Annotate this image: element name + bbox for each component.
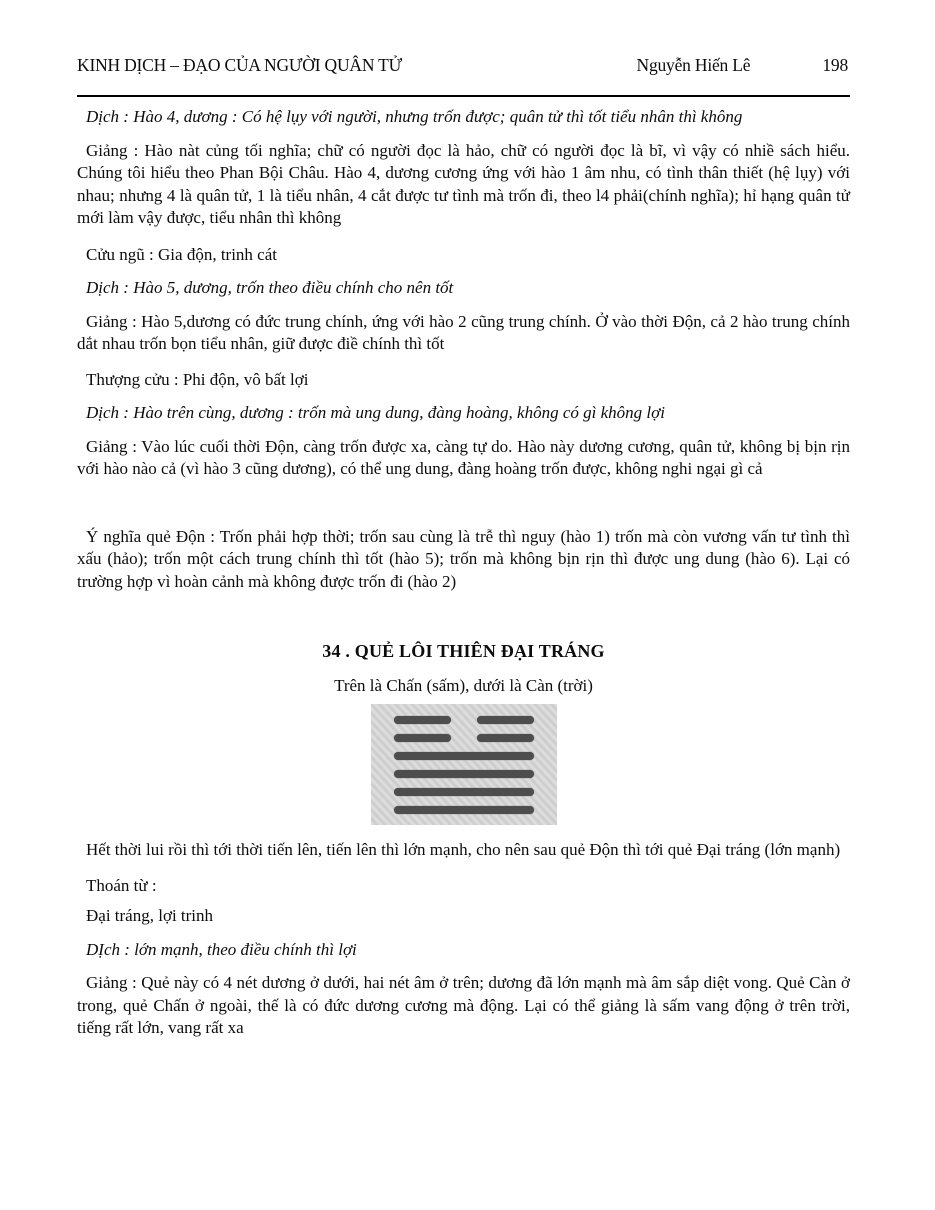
hexagram-line-segment (394, 734, 451, 742)
running-header (77, 53, 850, 77)
hexagram-line-segment (394, 752, 534, 760)
dich-line-dai-trang: DỊch : lớn mạnh, theo điều chính thì lợi (86, 939, 357, 959)
hexagram-line-solid (394, 788, 534, 796)
hexagram-line-segment (394, 716, 451, 724)
hexagram-line-solid (394, 752, 534, 760)
hexagram-line-segment (394, 770, 534, 778)
intro-paragraph-dai-trang: Hết thời lui rồi thì tới thời tiến lên, tiến lên thì lớn mạnh, cho nên sau quẻ Độn thì tới quẻ Đại tráng (lớn mạnh) (86, 840, 841, 859)
header-divider (77, 95, 850, 97)
dich-line-hao-5: Dịch : Hào 5, dương, trốn theo điều chính cho nên tốt (86, 278, 454, 297)
giang-paragraph-hao-4: Giảng : Hào nàt củng tối nghĩa; chữ có người đọc là hảo, chữ có người đọc là bĩ, vì vậy có nhiề sách hiểu. Chúng tôi hiểu theo Phan Bội Châu. Hào 4, dương cương ứng với hào 1 âm nhu, có tình thân thiết (hệ lụy) với nhau; nhưng 4 là quân tử, 1 là tiểu nhân, 4 cắt được tư tình mà trốn đi, theo l4 phải(chính nghĩa); hỉ hạng quân tử mới làm vậy được, tiểu nhân thì không (77, 140, 850, 227)
hexagram-line-broken (394, 734, 534, 742)
giang-paragraph-hao-tren-cung: Giảng : Vào lúc cuối thời Độn, càng trốn được xa, càng tự do. Hào này dương cương, quân tử, không bị bịn rịn với hào nào cả (vì hào 3 cũng dương), có thể ung dung, đàng hoàng trốn được, không nghi ngại gì cả (77, 436, 850, 478)
giang-paragraph-hao-5: Giảng : Hào 5,dương có đức trung chính, ứng với hào 2 cũng trung chính. Ở vào thời Độn, cả 2 hào trung chính dắt nhau trốn bọn tiểu nhân, giữ được điề chính thì tốt (77, 311, 850, 353)
thoan-tu-text: Đại tráng, lợi trinh (86, 906, 214, 925)
thoan-tu-label: Thoán từ : (86, 875, 157, 895)
hexagram-line-segment (394, 806, 534, 814)
page-number: 198 (822, 55, 848, 75)
giang-paragraph-dai-trang: Giảng : Quẻ này có 4 nét dương ở dưới, hai nét âm ở trên; dương đã lớn mạnh mà âm sắp diệt vong. Quẻ Càn ở trong, quẻ Chấn ở ngoài, thế là có đức dương cương mà động. Lại có thể giảng là sấm vang động ở trên trời, tiếng rất lớn, vang rất xa (77, 973, 850, 1037)
hexagram-line-solid (394, 806, 534, 814)
hexagram-line-solid (394, 770, 534, 778)
cuu-ngu-line: Cửu ngũ : Gia độn, trinh cát (86, 244, 277, 264)
y-nghia-paragraph: Ý nghĩa quẻ Độn : Trốn phải hợp thời; trốn sau cùng là trễ thì nguy (hào 1) trốn mà còn vương vấn tư tình thì xấu (hảo); trốn một cách trung chính thì tốt (hào 5); trốn mà không bịn rịn thì được ung dung (hào 6). Lại có trường hợp vì hoàn cảnh mà không được trốn đi (hào 2) (77, 526, 850, 591)
book-title: KINH DỊCH – ĐẠO CỦA NGƯỜI QUÂN TỬ (77, 55, 403, 75)
hexagram-line-segment (477, 734, 534, 742)
hexagram-line-segment (394, 788, 534, 796)
hexagram-figure (371, 704, 557, 825)
chapter-subtitle: Trên là Chấn (sấm), dưới là Càn (trời) (334, 676, 593, 695)
author-name: Nguyễn Hiến Lê (636, 55, 751, 75)
dich-line-hao-tren-cung: Dịch : Hào trên cùng, dương : trốn mà ung dung, đàng hoàng, không có gì không lợi (86, 403, 665, 422)
dich-line-hao-4: Dịch : Hào 4, dương : Có hệ lụy với người, nhưng trốn được; quân tử thì tốt tiểu nhân thì không (86, 107, 743, 126)
thuong-cuu-line: Thượng cửu : Phi độn, vô bất lợi (86, 369, 309, 389)
hexagram-line-segment (477, 716, 534, 724)
chapter-heading: 34 . QUẺ LÔI THIÊN ĐẠI TRÁNG (322, 641, 605, 661)
hexagram-line-broken (394, 716, 534, 724)
